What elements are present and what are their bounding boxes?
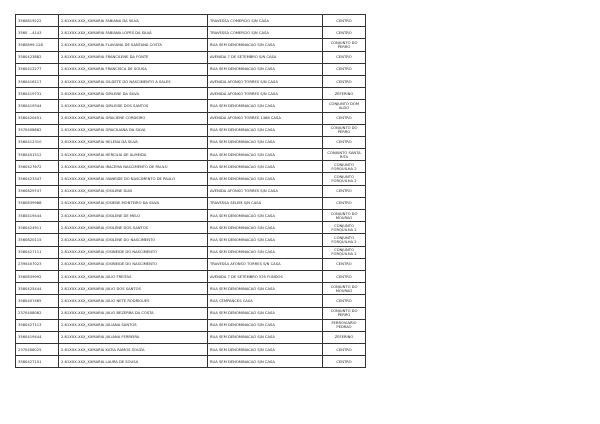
cad-cell: 3560419344 xyxy=(16,100,59,112)
district-cell: FERROVIARIO PEDRAO xyxy=(323,319,366,331)
district-cell: CONJUNTO SANTA RITA xyxy=(323,149,366,161)
district-cell: CONJUNTO DO PERRO xyxy=(323,307,366,319)
cad-cell: 3580899-128 xyxy=(16,39,59,51)
name-cell: 2.61XXX.XXX_XXMARIA LAURA DE SOUSA xyxy=(59,356,208,368)
address-cell: AVENIDA AFONSO TORRES S/N CASA xyxy=(208,75,323,87)
table-row xyxy=(16,149,366,161)
name-cell: 2.61XXX.XXX_XXMARIA FRANCILENE DA FONTE xyxy=(59,51,208,63)
cad-cell: 3560829747 xyxy=(16,185,59,197)
cad-cell: 3580427111 xyxy=(16,246,59,258)
address-cell: RUA SEM DENOMINACAO S/N CASA xyxy=(208,319,323,331)
beneficiary-table xyxy=(15,14,366,368)
cad-cell: 3570408662 xyxy=(16,124,59,136)
table-row xyxy=(16,63,366,75)
cad-cell: 3580420451 xyxy=(16,112,59,124)
table-row xyxy=(16,258,366,270)
table-row xyxy=(16,173,366,185)
district-cell: ZEFERINO xyxy=(323,88,366,100)
table-row xyxy=(16,234,366,246)
name-cell: 2.61XXX.XXX_XXMARIA JULIO DOS SANTOS xyxy=(59,283,208,295)
cad-cell: 3560423347 xyxy=(16,173,59,185)
district-cell: CONJUNTO FORQUILHA 2 xyxy=(323,173,366,185)
district-cell: CENTRO xyxy=(323,112,366,124)
name-cell: 2.61XXX.XXX_XXMARIA GRACIENE CORDEIRO xyxy=(59,112,208,124)
cad-cell: 3580839988 xyxy=(16,197,59,209)
address-cell: RUA CEMPANCES CASA xyxy=(208,295,323,307)
district-cell: ZEFERINO xyxy=(323,331,366,343)
table-row xyxy=(16,197,366,209)
district-cell: CONJUNTO DO MOURAO xyxy=(323,210,366,222)
address-cell: RUA SEM DENOMINACAO S/N CASA xyxy=(208,210,323,222)
table-row xyxy=(16,283,366,295)
district-cell: CENTRO xyxy=(323,15,366,27)
address-cell: AVENIDA 7 DE SETEMBRO S/N CASA xyxy=(208,51,323,63)
district-cell: CENTRO xyxy=(323,197,366,209)
name-cell: 2.61XXX.XXX_XXMARIA GRACILIANA DA SILVA xyxy=(59,124,208,136)
address-cell: RUA SEM DENOMINACAO S/N CASA xyxy=(208,246,323,258)
cad-cell: 3560819222 xyxy=(16,15,59,27)
name-cell: 2.61XXX.XXX_XXMARIA JULIO FREITAS xyxy=(59,270,208,282)
address-cell: RUA SEM DENOMINACAO S/N CASA xyxy=(208,307,323,319)
cad-cell: 3580424911 xyxy=(16,222,59,234)
table-row xyxy=(16,246,366,258)
cad-cell: 3580425444 xyxy=(16,283,59,295)
address-cell: TRAVESSA COMERCIO S/N CASA xyxy=(208,27,323,39)
cad-cell: 3560419731 xyxy=(16,88,59,100)
table-row xyxy=(16,88,366,100)
name-cell: 2.61XXX.XXX_XXMARIA JULIO BEZERRA DA COSTA xyxy=(59,307,208,319)
district-cell: CENTRO xyxy=(323,185,366,197)
address-cell: RUA SEM DENOMINACAO S/N CASA xyxy=(208,173,323,185)
cad-cell: 3580423882 xyxy=(16,51,59,63)
cad-cell: 3560839992 xyxy=(16,270,59,282)
address-cell: RUA SEM DENOMINACAO S/N CASA xyxy=(208,136,323,148)
name-cell: 2.61XXX.XXX_XXMARIA GIRLEIDE DOS SANTOS xyxy=(59,100,208,112)
table-row xyxy=(16,51,366,63)
cad-cell: 3580451512 xyxy=(16,149,59,161)
table-row xyxy=(16,27,366,39)
address-cell: RUA SEM DENOMINACAO S/N CASA xyxy=(208,124,323,136)
address-cell: TRAVESSA COMERCIO S/N CASA xyxy=(208,15,323,27)
address-cell: RUA SEM DENOMINACAO S/N CASA xyxy=(208,344,323,356)
name-cell: 2.61XXX.XXX_XXMARIA JOSILENE DO NASCIMENTO xyxy=(59,234,208,246)
name-cell: 2.61XXX.XXX_XXMARIA JOSINEIDE DO NASCIMENTO xyxy=(59,246,208,258)
cad-cell: 3580419444 xyxy=(16,210,59,222)
name-cell: 2.61XXX.XXX_XXMARIA FRANCISCA DE SOUSA xyxy=(59,63,208,75)
table-row xyxy=(16,100,366,112)
table-row xyxy=(16,75,366,87)
address-cell: TRAVESSA AFONSO TORRES S/N CASA xyxy=(208,258,323,270)
name-cell: 2.61XXX.XXX_XXMARIA JOSILENE DOS SANTOS xyxy=(59,222,208,234)
name-cell: 2.61XXX.XXX_XXMARIA KATIA RAMOS SOUZA xyxy=(59,344,208,356)
district-cell: CONJUNTO DO PERRO xyxy=(323,124,366,136)
cad-cell: 3560419444 xyxy=(16,331,59,343)
district-cell: CONJUNTO FORQUILHA 2 xyxy=(323,234,366,246)
cad-cell: 2370408025 xyxy=(16,344,59,356)
district-cell: CONJUNTO FORQUILHA 2 xyxy=(323,222,366,234)
name-cell: 2.61XXX.XXX_XXMARIA FABIANA DA SILVA xyxy=(59,15,208,27)
district-cell: CENTRO xyxy=(323,270,366,282)
name-cell: 2.61XXX.XXX_XXMARIA JULIANA FERREIRA xyxy=(59,331,208,343)
table-body xyxy=(16,15,366,368)
name-cell: 2.61XXX.XXX_XXMARIA GIRLENE DA SILVA xyxy=(59,88,208,100)
table-row xyxy=(16,295,366,307)
name-cell: 2.61XXX.XXX_XXMARIA JOSINEIDE DO NASCIMENTO xyxy=(59,258,208,270)
table-row xyxy=(16,210,366,222)
name-cell: 2.61XXX.XXX_XXMARIA JOSIENE MONTEIRO DA SILVA xyxy=(59,197,208,209)
table-row xyxy=(16,161,366,173)
address-cell: RUA SEM DENOMINACAO S/N CASA xyxy=(208,63,323,75)
address-cell: RUA SEM DENOMINACAO S/N CASA xyxy=(208,283,323,295)
cad-cell: 3560820115 xyxy=(16,234,59,246)
table-row xyxy=(16,222,366,234)
cad-cell: 2390407023 xyxy=(16,258,59,270)
district-cell: CONJUNTO DO PERRO xyxy=(323,39,366,51)
name-cell: 2.61XXX.XXX_XXMARIA IVANEIDE DO NASCIMENTO DE PAULO xyxy=(59,173,208,185)
address-cell: TRAVESSA SELEM S/N CASA xyxy=(208,197,323,209)
cad-cell: 3560427672 xyxy=(16,161,59,173)
table-row xyxy=(16,15,366,27)
table-row xyxy=(16,344,366,356)
table-row xyxy=(16,356,366,368)
cad-cell: 3560412310 xyxy=(16,136,59,148)
district-cell: CONJUNTO FORQUILHA 2 xyxy=(323,246,366,258)
name-cell: 2.61XXX.XXX_XXMARIA IRACEMA NASCIMENTO DE PAULO xyxy=(59,161,208,173)
table-row xyxy=(16,270,366,282)
table-row xyxy=(16,39,366,51)
name-cell: 2.61XXX.XXX_XXMARIA JULIANA SANTOS xyxy=(59,319,208,331)
cad-cell: 3580427113 xyxy=(16,319,59,331)
cad-cell: 3560416117 xyxy=(16,75,59,87)
district-cell: CENTRO xyxy=(323,356,366,368)
cad-cell: 3560412277 xyxy=(16,63,59,75)
address-cell: AVENIDA AFONSO TORRES S/N CASA xyxy=(208,88,323,100)
name-cell: 2.61XXX.XXX_XXMARIA GILDETE DO NASCIMENTO A SALES xyxy=(59,75,208,87)
table-row xyxy=(16,136,366,148)
name-cell: 2.61XXX.XXX_XXMARIA FLAVIANA DE SANTANA COSTA xyxy=(59,39,208,51)
district-cell: CONJUNTO DOM ALDO xyxy=(323,100,366,112)
address-cell: RUA SEM DENOMINACAO S/N CASA xyxy=(208,356,323,368)
district-cell: CENTRO xyxy=(323,344,366,356)
name-cell: 2.61XXX.XXX_XXMARIA HELENA DA SILVA xyxy=(59,136,208,148)
cad-cell: 3580427101 xyxy=(16,356,59,368)
cad-cell: 2370408062 xyxy=(16,307,59,319)
table-row xyxy=(16,185,366,197)
district-cell: CENTRO xyxy=(323,136,366,148)
address-cell: RUA SEM DENOMINACAO S/N CASA xyxy=(208,161,323,173)
district-cell: CENTRO xyxy=(323,75,366,87)
address-cell: AVENIDA AFONSO TORRES S/N CASA xyxy=(208,185,323,197)
name-cell: 2.61XXX.XXX_XXMARIA FABIANA LOPES DA SILVA xyxy=(59,27,208,39)
district-cell: CENTRO xyxy=(323,63,366,75)
table-row xyxy=(16,331,366,343)
address-cell: RUA SEM DENOMINACAO S/N CASA xyxy=(208,331,323,343)
district-cell: CONJUNTO DO MOURAO xyxy=(323,283,366,295)
table-row xyxy=(16,112,366,124)
district-cell: CENTRO xyxy=(323,51,366,63)
name-cell: 2.61XXX.XXX_XXMARIA JULIO NETE RODRIGUES xyxy=(59,295,208,307)
district-cell: CENTRO xyxy=(323,258,366,270)
address-cell: RUA SEM DENOMINACAO S/N CASA xyxy=(208,222,323,234)
table-row xyxy=(16,319,366,331)
district-cell: CENTRO xyxy=(323,295,366,307)
district-cell: CONJUNTO FORQUILHA 2 xyxy=(323,161,366,173)
name-cell: 2.61XXX.XXX_XXMARIA HERCILIA DE ALMEIDA xyxy=(59,149,208,161)
table-row xyxy=(16,124,366,136)
name-cell: 2.61XXX.XXX_XXMARIA JOSILENE DE MELO xyxy=(59,210,208,222)
cad-cell: 3580407465 xyxy=(16,295,59,307)
address-cell: RUA SEM DENOMINACAO S/N CASA xyxy=(208,149,323,161)
table-row xyxy=(16,307,366,319)
address-cell: RUA SEM DENOMINACAO S/N CASA xyxy=(208,234,323,246)
district-cell: CENTRO xyxy=(323,27,366,39)
address-cell: RUA SEM DENOMINACAO S/N CASA xyxy=(208,100,323,112)
cad-cell: 3560 ...4143 xyxy=(16,27,59,39)
address-cell: RUA SEM DENOMINACAO S/N CASA xyxy=(208,39,323,51)
name-cell: 2.61XXX.XXX_XXMARIA JOSILENE DIAS xyxy=(59,185,208,197)
address-cell: AVENIDA 7 DE SETEMBRO 535 FUNDOS xyxy=(208,270,323,282)
address-cell: AVENIDA AFONSO TORRES 1468 CASA xyxy=(208,112,323,124)
